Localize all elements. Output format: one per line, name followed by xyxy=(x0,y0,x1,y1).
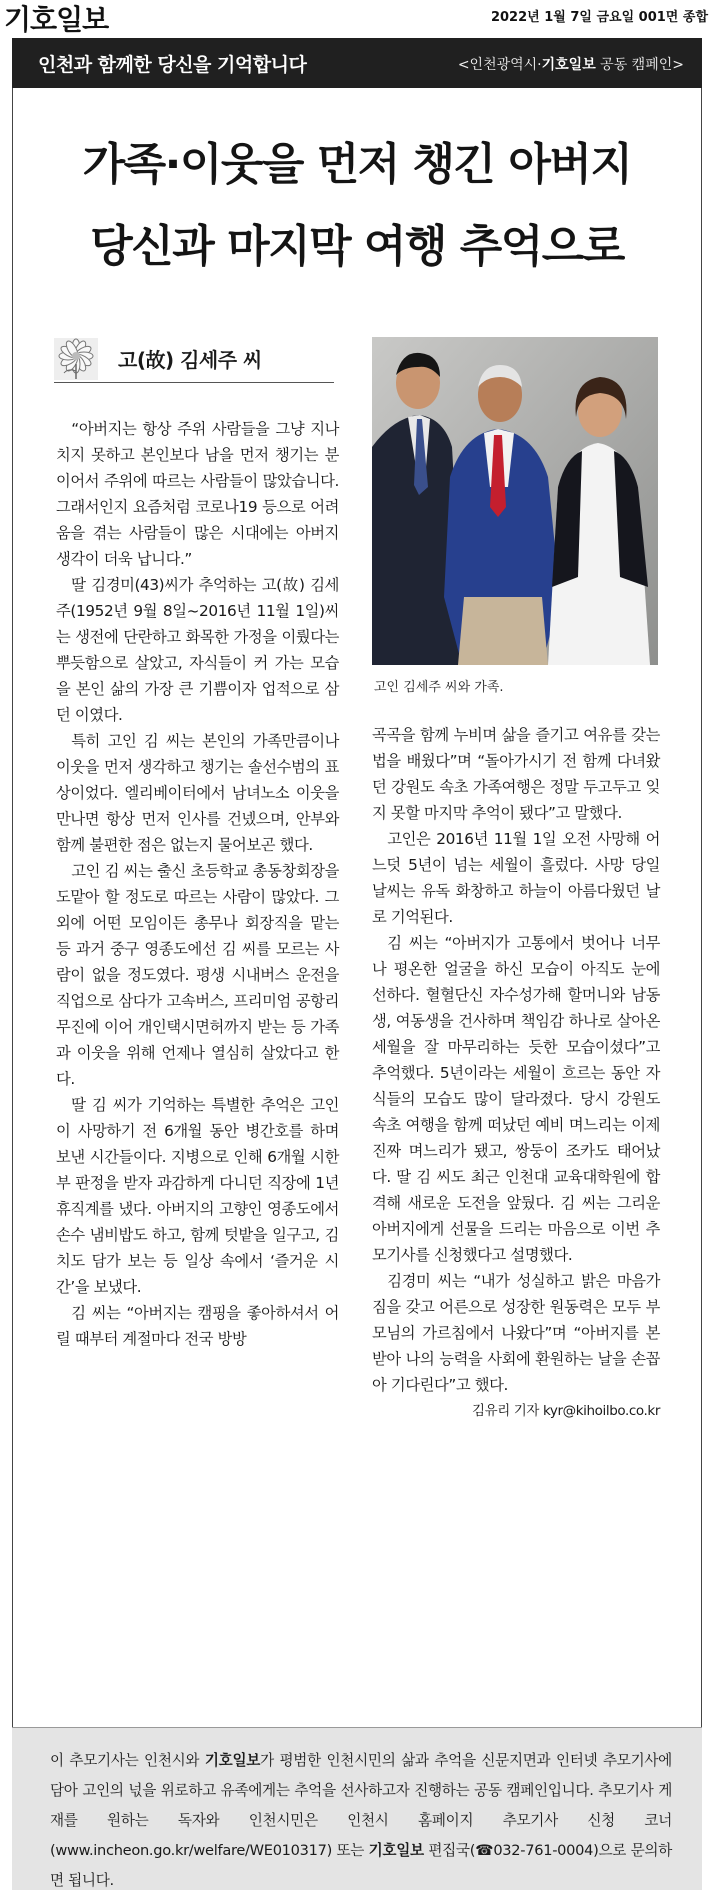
campaign-footer xyxy=(12,1727,702,1890)
reporter-byline: 김유리 기자 kyr@kihoilbo.co.kr xyxy=(471,1403,660,1419)
headline-line-1: 가족·이웃을 먼저 챙긴 아버지 xyxy=(82,139,632,190)
footer-brand-1: 기호일보 xyxy=(204,1752,261,1769)
newspaper-logo: 기호일보 xyxy=(4,3,109,36)
campaign-credit-prefix: <인천광역시· xyxy=(457,57,542,73)
paragraph: 김 씨는 “아버지는 캠핑을 좋아하셔서 어릴 때부터 계절마다 전국 방방 xyxy=(56,1304,339,1348)
deceased-name-box xyxy=(54,336,334,383)
article-body-left xyxy=(56,416,339,1352)
footer-text xyxy=(50,1746,672,1896)
chrysanthemum-icon xyxy=(54,338,98,380)
headline-line-2: 당신과 마지막 여행 추억으로 xyxy=(90,221,624,272)
footer-text-part-2: 가 평범한 인천시민의 삶과 추억을 신문지면과 인터넷 추모기사에 담아 고인의 넋을 위로하고 유족에게는 추억을 선사하고자 진행하는 공동 캠페인입니다. 추모기사 게재를 원하는 독자와 인천시민은 인천시 홈페이지 추모기사 신청 코너(www.incheon.go.kr/welfare/WE010317) 또는 xyxy=(50,1752,672,1859)
paragraph: 딸 김 씨가 기억하는 특별한 추억은 고인이 사망하기 전 6개월 동안 병간호를 하며 보낸 시간들이다. 지병으로 인해 6개월 시한부 판정을 받자 과감하게 다니던 직장에 1년 휴직계를 냈다. 아버지의 고향인 영종도에서 손수 냄비밥도 하고, 함께 텃밭을 일구고, 김치도 담가 보는 등 일상 속에서 ‘즐거운 시간’을 보냈다. xyxy=(56,1096,339,1296)
footer-brand-2: 기호일보 xyxy=(368,1842,424,1859)
paragraph: 고인 김 씨는 출신 초등학교 총동창회장을 도맡아 할 정도로 따르는 사람이 많았다. 그 외에 어떤 모임이든 총무나 회장직을 맡는 등 과거 중구 영종도에선 김 씨를 모르는 사람이 없을 정도였다. 평생 시내버스 운전을 직업으로 삼다가 고속버스, 프리미엄 공항리무진에 이어 개인택시면허까지 받는 등 가족과 이웃을 위해 언제나 열심히 살았다고 한다. xyxy=(56,862,339,1088)
paragraph: 김 씨는 “아버지가 고통에서 벗어나 너무나 평온한 얼굴을 하신 모습이 아직도 눈에 선하다. 혈혈단신 자수성가해 할머니와 남동생, 여동생을 건사하며 책임감 하나로 살아온 세월을 잘 마무리하는 듯한 모습이셨다”고 추억했다. 5년이라는 세월이 흐르는 동안 자식들의 모습도 많이 달라졌다. 당시 강원도 속초 여행을 함께 떠났던 예비 며느리는 이제 진짜 며느리가 됐고, 쌍둥이 조카도 태어났다. 딸 김 씨도 최근 인천대 교육대학원에 합격해 새로운 도전을 앞뒀다. 김 씨는 그리운 아버지에게 선물을 드리는 마음으로 이번 추모기사를 신청했다고 설명했다. xyxy=(372,934,660,1264)
family-photo xyxy=(372,337,658,665)
campaign-banner xyxy=(12,38,702,88)
article-body-right xyxy=(372,722,660,1424)
footer-text-part-3: 편집국(☎032-761-0004)으로 문의하면 됩니다. xyxy=(50,1842,672,1889)
paragraph: 고인은 2016년 11월 1일 오전 사망해 어느덧 5년이 넘는 세월이 흘렀다. 사망 당일 날씨는 유독 화창하고 하늘이 아름다웠던 날로 기억된다. xyxy=(372,830,660,926)
photo-caption: 고인 김세주 씨와 가족. xyxy=(374,680,504,695)
deceased-name: 고(故) 김세주 씨 xyxy=(118,348,262,372)
campaign-credit-suffix: 공동 캠페인> xyxy=(595,57,684,73)
footer-text-part-1: 이 추모기사는 인천시와 xyxy=(50,1752,205,1769)
paragraph: 특히 고인 김 씨는 본인의 가족만큼이나 이웃을 먼저 생각하고 챙기는 솔선수범의 표상이었다. 엘리베이터에서 남녀노소 이웃을 만나면 항상 먼저 인사를 건넸으며, 안부와 함께 불편한 점은 없는지 물어보곤 했다. xyxy=(56,732,339,854)
paragraph: “아버지는 항상 주위 사람들을 그냥 지나치지 못하고 본인보다 남을 먼저 챙기는 분이어서 주위에 따르는 사람들이 많았습니다. 그래서인지 요즘처럼 코로나19 등으로 어려움을 겪는 사람들이 많은 시대에는 아버지 생각이 더욱 납니다.” xyxy=(56,420,339,568)
paragraph: 곡곡을 함께 누비며 삶을 즐기고 여유를 갖는 법을 배웠다”며 “돌아가시기 전 함께 다녀왔던 강원도 속초 가족여행은 정말 두고두고 잊지 못할 마지막 추억이 됐다”고 말했다. xyxy=(372,726,660,822)
campaign-credit xyxy=(458,54,684,74)
paragraph: 김경미 씨는 “내가 성실하고 밝은 마음가짐을 갖고 어른으로 성장한 원동력은 모두 부모님의 가르침에서 나왔다”며 “아버지를 본받아 나의 능력을 사회에 환원하는 날을 손꼽아 기다린다”고 했다. xyxy=(372,1272,660,1394)
campaign-credit-brand: 기호일보 xyxy=(541,57,596,73)
issue-date: 2022년 1월 7일 금요일 001면 종합 xyxy=(490,10,708,25)
campaign-title: 인천과 함께한 당신을 기억합니다 xyxy=(38,54,307,76)
masthead xyxy=(0,0,714,36)
paragraph: 딸 김경미(43)씨가 추억하는 고(故) 김세주(1952년 9월 8일~2016년 11월 1일)씨는 생전에 단란하고 화목한 가정을 이뤘다는 뿌듯함으로 살았고, 자식들이 커 가는 모습을 본인 삶의 가장 큰 기쁨이자 업적으로 삼던 이였다. xyxy=(56,576,339,724)
